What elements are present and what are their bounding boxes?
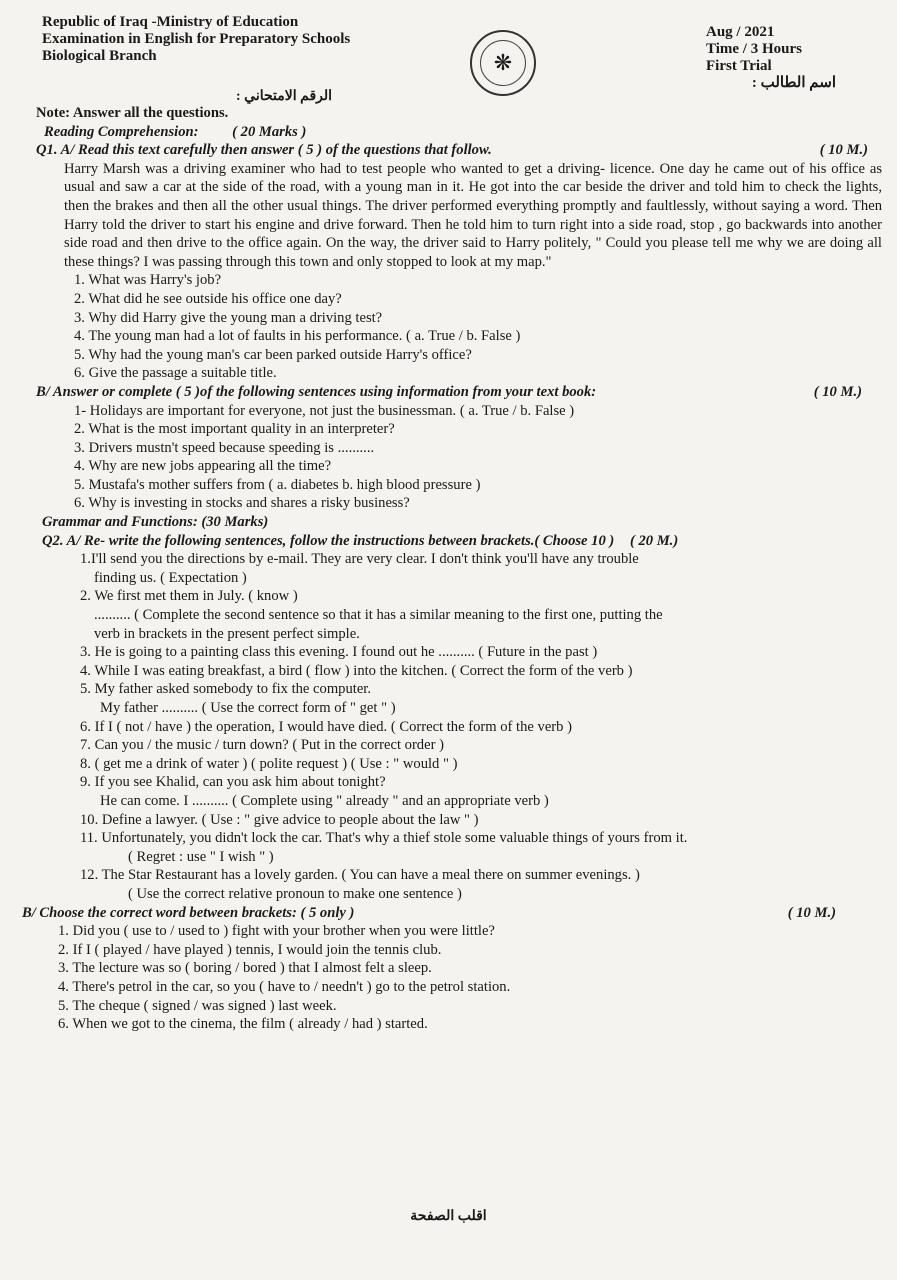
exam-body: [22, 104, 882, 1034]
list-item: 5. Why had the young man's car been parked outside Harry's office?: [74, 346, 472, 363]
list-item: 6. Why is investing in stocks and shares a risky business?: [74, 495, 410, 512]
q1a-passage: Harry Marsh was a driving examiner who had to test people who wanted to get a driving- licence. One day he came out of his office as usual and saw a car at the side of the road, with a young man in it. He got into the car beside the driver and told him to check the lights, then the brakes and then all the other usual things. The driver performed everything promptly and faultlessly, without saying a word. Then Harry told the driver to start his engine and drive forward. Then he told him to turn right into a side road, stop , go backwards into another side road and then drive to the office again. On the way, the driver said to Harry politely, " Could you please tell me why we are doing all these things? I was passing through this town and only stopped to look at my map.": [64, 160, 882, 270]
list-item-continuation: He can come. I .......... ( Complete using " already " and an appropriate verb ): [100, 792, 549, 809]
list-item: 3. He is going to a painting class this evening. I found out he .......... ( Future in the past ): [80, 644, 598, 661]
list-item: 1. Did you ( use to / used to ) fight with your brother when you were little?: [58, 923, 495, 940]
reading-title: Reading Comprehension:: [44, 123, 199, 140]
q1a-questions: [36, 271, 882, 383]
q2a-title: Q2. A/ Re- write the following sentences, follow the instructions between brackets.( Choose 10 ): [42, 532, 615, 549]
q1a-heading: [36, 141, 882, 160]
turn-page-note: اقلب الصفحة: [410, 1209, 487, 1224]
list-item: 2. What did he see outside his office one day?: [74, 290, 342, 307]
header-exam-title: Examination in English for Preparatory Schools: [42, 31, 351, 47]
list-item: 6. If I ( not / have ) the operation, I would have died. ( Correct the form of the verb ): [80, 718, 572, 735]
q1b-marks: ( 10 M.): [813, 383, 862, 400]
list-item: 8. ( get me a drink of water ) ( polite request ) ( Use : " would " ): [80, 755, 458, 772]
q2a-items: [36, 550, 882, 903]
list-item-continuation: finding us. ( Expectation ): [94, 569, 247, 586]
list-item-continuation: My father .......... ( Use the correct form of " get " ): [100, 700, 396, 716]
list-item: 6. When we got to the cinema, the film ( already / had ) started.: [58, 1016, 428, 1033]
list-item: 4. The young man had a lot of faults in his performance. ( a. True / b. False ): [74, 328, 521, 345]
list-item: 4. There's petrol in the car, so you ( have to / needn't ) go to the petrol station.: [58, 978, 511, 995]
student-name-label: اسم الطالب :: [751, 75, 836, 91]
list-item: 2. If I ( played / have played ) tennis, I would join the tennis club.: [58, 941, 442, 958]
q2b-heading: [22, 904, 882, 923]
header-date: Aug / 2021: [706, 24, 775, 40]
q1b-title: B/ Answer or complete ( 5 )of the following sentences using information from your text book:: [36, 383, 597, 400]
list-item-continuation: verb in brackets in the present perfect simple.: [94, 625, 360, 642]
list-item: 4. Why are new jobs appearing all the time?: [74, 458, 332, 475]
list-item: 3. The lecture was so ( boring / bored ) that I almost felt a sleep.: [58, 960, 432, 977]
list-item: 5. Mustafa's mother suffers from ( a. diabetes b. high blood pressure ): [74, 476, 481, 493]
list-item: 3. Drivers mustn't speed because speeding is ..........: [74, 439, 375, 456]
list-item: 11. Unfortunately, you didn't lock the car. That's why a thief stole some valuable things of yours from it.: [80, 830, 688, 847]
q1b-heading: [36, 383, 882, 402]
header-trial: First Trial: [706, 58, 772, 74]
header-left: [42, 14, 350, 65]
list-item: 7. Can you / the music / turn down? ( Put in the correct order ): [80, 737, 444, 754]
list-item: 2. We first met them in July. ( know ): [80, 588, 298, 605]
list-item: 1. What was Harry's job?: [74, 272, 222, 289]
list-item: 9. If you see Khalid, can you ask him about tonight?: [80, 774, 386, 791]
q1a-marks: ( 10 M.): [819, 142, 868, 159]
list-item: 10. Define a lawyer. ( Use : " give advice to people about the law " ): [80, 811, 479, 828]
note-line: Note: Answer all the questions.: [36, 105, 229, 121]
list-item-continuation: ( Regret : use " I wish " ): [128, 848, 274, 865]
header-branch: Biological Branch: [42, 48, 157, 64]
q2a-heading: [36, 532, 882, 551]
list-item: 3. Why did Harry give the young man a driving test?: [74, 309, 383, 326]
q1b-items: [36, 402, 882, 514]
list-item: 12. The Star Restaurant has a lovely garden. ( You can have a meal there on summer evenings. ): [80, 867, 640, 884]
reading-heading: [36, 123, 882, 142]
header-right: [706, 24, 836, 92]
header-ministry: Republic of Iraq -Ministry of Education: [42, 14, 299, 30]
q2b-title: B/ Choose the correct word between brackets: ( 5 only ): [22, 904, 355, 921]
list-item-continuation: ( Use the correct relative pronoun to make one sentence ): [128, 885, 462, 902]
list-item: 5. My father asked somebody to fix the computer.: [80, 681, 371, 698]
ministry-seal-icon: ❋: [470, 30, 536, 96]
exam-number-label: الرقم الامتحاني :: [236, 89, 333, 104]
list-item-continuation: .......... ( Complete the second sentence so that it has a similar meaning to the first one, putting the: [94, 607, 663, 624]
q2b-marks: ( 10 M.): [787, 904, 836, 921]
grammar-heading: Grammar and Functions: (30 Marks): [42, 514, 269, 531]
list-item: 5. The cheque ( signed / was signed ) last week.: [58, 997, 337, 1014]
q1a-title: Q1. A/ Read this text carefully then answer ( 5 ) of the questions that follow.: [36, 142, 492, 159]
header-time: Time / 3 Hours: [706, 41, 802, 57]
list-item: 2. What is the most important quality in an interpreter?: [74, 421, 395, 438]
q2b-items: [36, 922, 882, 1034]
list-item: 6. Give the passage a suitable title.: [74, 365, 277, 382]
list-item: 1.I'll send you the directions by e-mail. They are very clear. I don't think you'll have any trouble: [80, 551, 639, 568]
reading-marks: ( 20 Marks ): [232, 123, 307, 140]
q2a-marks: ( 20 M.): [629, 532, 679, 549]
list-item: 4. While I was eating breakfast, a bird ( flow ) into the kitchen. ( Correct the form of the verb ): [80, 662, 633, 679]
list-item: 1- Holidays are important for everyone, not just the businessman. ( a. True / b. False ): [74, 402, 575, 419]
